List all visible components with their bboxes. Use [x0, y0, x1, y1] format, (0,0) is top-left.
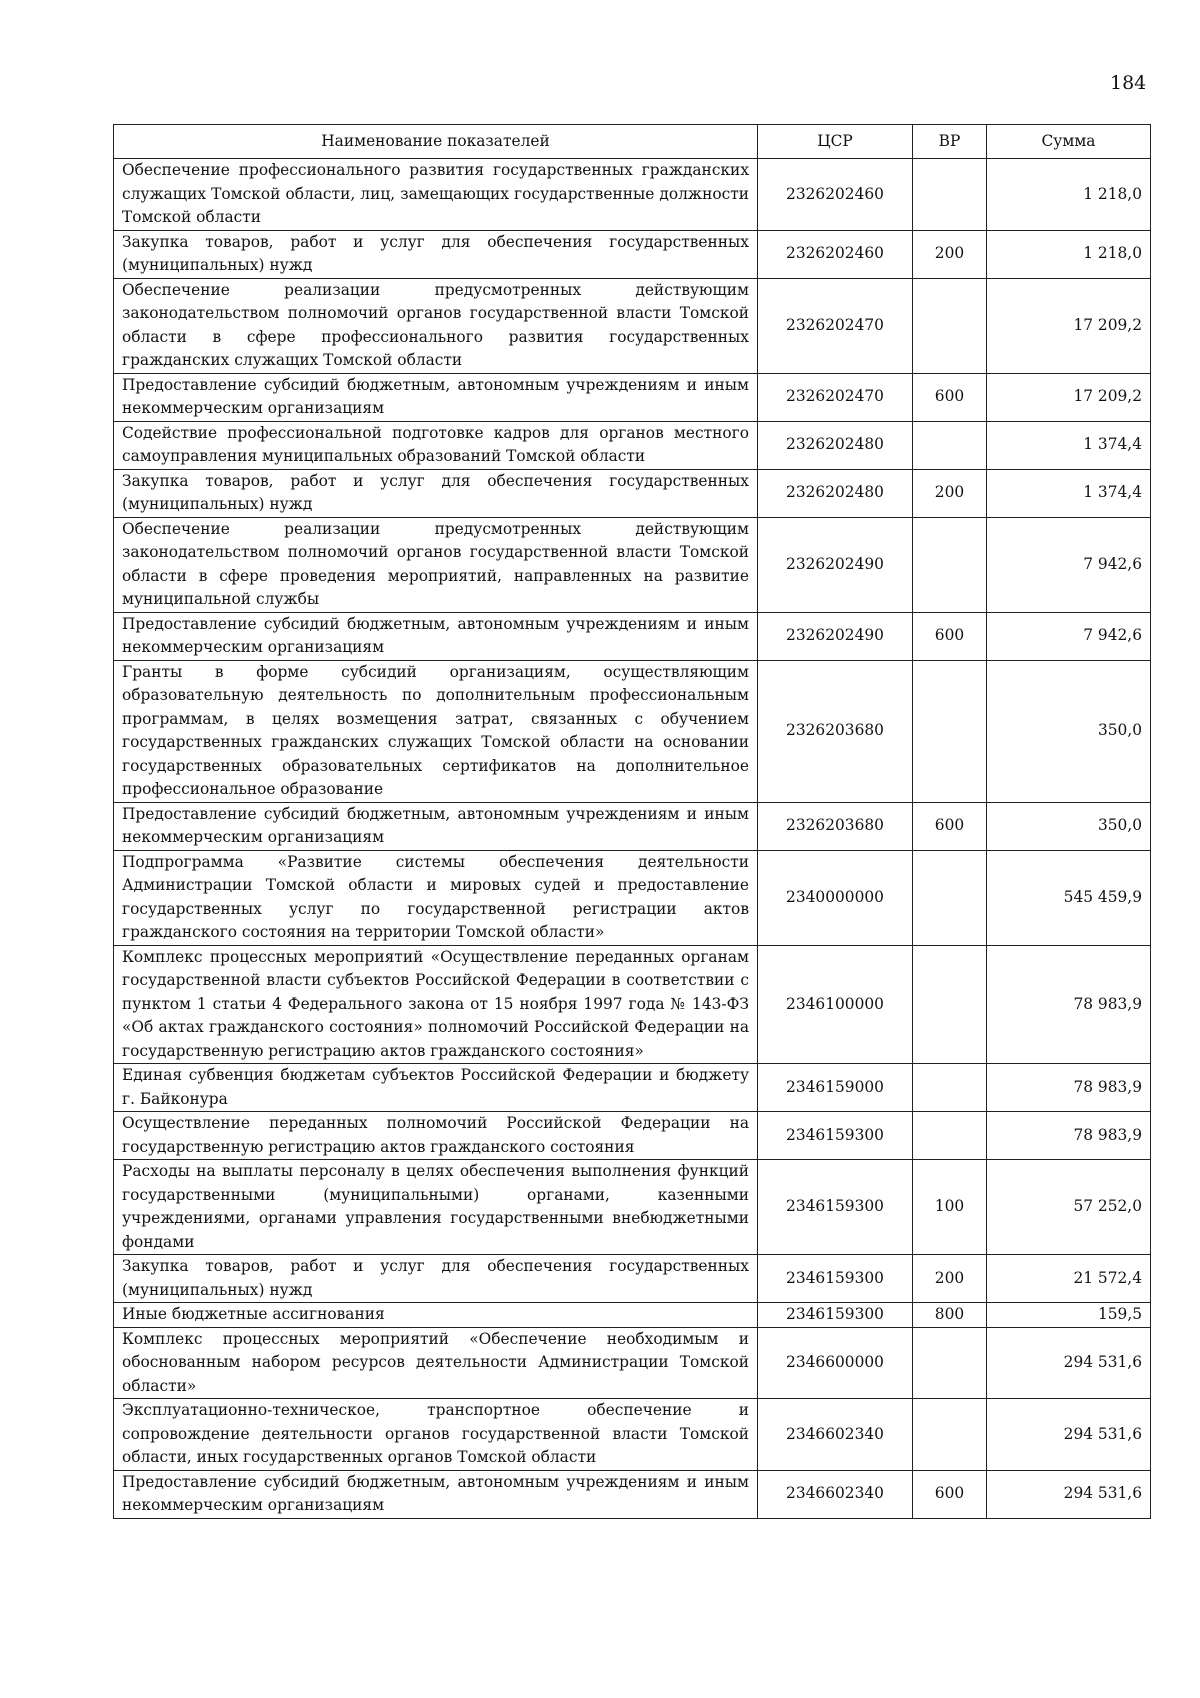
table-row	[114, 660, 1151, 802]
row-code: 2346159300	[758, 1112, 913, 1160]
row-code: 2346159300	[758, 1160, 913, 1255]
row-vr	[913, 1327, 987, 1399]
row-sum: 350,0	[987, 802, 1151, 850]
row-sum: 294 531,6	[987, 1327, 1151, 1399]
row-vr: 200	[913, 230, 987, 278]
row-vr: 600	[913, 373, 987, 421]
row-name: Осуществление переданных полномочий Российской Федерации на государственную регистрацию актов гражданского состояния	[114, 1112, 758, 1160]
row-vr: 600	[913, 802, 987, 850]
row-vr	[913, 278, 987, 373]
table-row	[114, 1112, 1151, 1160]
row-name: Гранты в форме субсидий организациям, осуществляющим образовательную деятельность по дополнительным профессиональным программам, в целях возмещения затрат, связанных с обучением государственных гражданских служащих Томской области на основании государственных образовательных сертификатов на дополнительное профессиональное образование	[114, 660, 758, 802]
row-vr	[913, 850, 987, 945]
row-vr: 600	[913, 1470, 987, 1518]
row-name: Обеспечение профессионального развития государственных гражданских служащих Томской области, лиц, замещающих государственные должности Томской области	[114, 159, 758, 231]
row-name: Единая субвенция бюджетам субъектов Российской Федерации и бюджету г. Байконура	[114, 1064, 758, 1112]
row-vr	[913, 517, 987, 612]
row-sum: 7 942,6	[987, 612, 1151, 660]
row-sum: 21 572,4	[987, 1255, 1151, 1303]
row-vr	[913, 1064, 987, 1112]
table-row	[114, 1064, 1151, 1112]
table-row	[114, 159, 1151, 231]
row-code: 2326202480	[758, 421, 913, 469]
row-sum: 1 218,0	[987, 159, 1151, 231]
row-code: 2346159300	[758, 1303, 913, 1328]
row-name: Закупка товаров, работ и услуг для обеспечения государственных (муниципальных) нужд	[114, 469, 758, 517]
table-header-row	[114, 125, 1151, 159]
row-sum: 17 209,2	[987, 278, 1151, 373]
row-name: Эксплуатационно-техническое, транспортное обеспечение и сопровождение деятельности органов государственной власти Томской области, иных государственных органов Томской области	[114, 1399, 758, 1471]
row-name: Предоставление субсидий бюджетным, автономным учреждениям и иным некоммерческим организациям	[114, 1470, 758, 1518]
row-sum: 545 459,9	[987, 850, 1151, 945]
budget-table	[113, 124, 1151, 1519]
table-row	[114, 1303, 1151, 1328]
table-row	[114, 421, 1151, 469]
table-row	[114, 1399, 1151, 1471]
row-name: Закупка товаров, работ и услуг для обеспечения государственных (муниципальных) нужд	[114, 230, 758, 278]
table-row	[114, 373, 1151, 421]
row-code: 2326202470	[758, 278, 913, 373]
row-code: 2346602340	[758, 1399, 913, 1471]
row-name: Подпрограмма «Развитие системы обеспечения деятельности Администрации Томской области и мировых судей и предоставление государственных услуг по государственной регистрации актов гражданского состояния на территории Томской области»	[114, 850, 758, 945]
table-row	[114, 230, 1151, 278]
row-vr	[913, 1112, 987, 1160]
row-code: 2326203680	[758, 802, 913, 850]
table-row	[114, 850, 1151, 945]
row-vr: 600	[913, 612, 987, 660]
row-vr: 200	[913, 1255, 987, 1303]
row-sum: 1 374,4	[987, 421, 1151, 469]
row-name: Предоставление субсидий бюджетным, автономным учреждениям и иным некоммерческим организациям	[114, 612, 758, 660]
row-name: Комплекс процессных мероприятий «Осуществление переданных органам государственной власти субъектов Российской Федерации в соответствии с пунктом 1 статьи 4 Федерального закона от 15 ноября 1997 года № 143-ФЗ «Об актах гражданского состояния» полномочий Российской Федерации на государственную регистрацию актов гражданского состояния»	[114, 945, 758, 1064]
row-name: Комплекс процессных мероприятий «Обеспечение необходимым и обоснованным набором ресурсов деятельности Администрации Томской области»	[114, 1327, 758, 1399]
row-sum: 350,0	[987, 660, 1151, 802]
header-vr: ВР	[913, 125, 987, 159]
row-sum: 7 942,6	[987, 517, 1151, 612]
row-vr	[913, 660, 987, 802]
row-name: Иные бюджетные ассигнования	[114, 1303, 758, 1328]
header-name: Наименование показателей	[114, 125, 758, 159]
row-code: 2346159000	[758, 1064, 913, 1112]
row-code: 2340000000	[758, 850, 913, 945]
table-row	[114, 469, 1151, 517]
header-sum: Сумма	[987, 125, 1151, 159]
table-row	[114, 1470, 1151, 1518]
row-code: 2326202480	[758, 469, 913, 517]
row-code: 2346600000	[758, 1327, 913, 1399]
header-code: ЦСР	[758, 125, 913, 159]
row-name: Расходы на выплаты персоналу в целях обеспечения выполнения функций государственными (муниципальными) органами, казенными учреждениями, органами управления государственными внебюджетными фондами	[114, 1160, 758, 1255]
table-row	[114, 802, 1151, 850]
row-sum: 78 983,9	[987, 1064, 1151, 1112]
row-code: 2346602340	[758, 1470, 913, 1518]
table-row	[114, 517, 1151, 612]
row-code: 2326202460	[758, 159, 913, 231]
row-vr: 100	[913, 1160, 987, 1255]
row-vr: 200	[913, 469, 987, 517]
row-sum: 294 531,6	[987, 1399, 1151, 1471]
row-vr: 800	[913, 1303, 987, 1328]
row-code: 2326202470	[758, 373, 913, 421]
row-code: 2326202490	[758, 517, 913, 612]
row-sum: 78 983,9	[987, 1112, 1151, 1160]
table-row	[114, 612, 1151, 660]
page-number: 184	[1110, 72, 1147, 94]
row-vr	[913, 159, 987, 231]
row-sum: 78 983,9	[987, 945, 1151, 1064]
row-name: Закупка товаров, работ и услуг для обеспечения государственных (муниципальных) нужд	[114, 1255, 758, 1303]
row-name: Обеспечение реализации предусмотренных действующим законодательством полномочий органов государственной власти Томской области в сфере профессионального развития государственных гражданских служащих Томской области	[114, 278, 758, 373]
row-name: Предоставление субсидий бюджетным, автономным учреждениям и иным некоммерческим организациям	[114, 802, 758, 850]
row-sum: 1 218,0	[987, 230, 1151, 278]
table-row	[114, 1327, 1151, 1399]
row-sum: 159,5	[987, 1303, 1151, 1328]
row-vr	[913, 421, 987, 469]
row-name: Предоставление субсидий бюджетным, автономным учреждениям и иным некоммерческим организациям	[114, 373, 758, 421]
row-code: 2326202490	[758, 612, 913, 660]
row-sum: 17 209,2	[987, 373, 1151, 421]
table-row	[114, 278, 1151, 373]
row-sum: 294 531,6	[987, 1470, 1151, 1518]
table-row	[114, 1160, 1151, 1255]
table-row	[114, 1255, 1151, 1303]
row-sum: 57 252,0	[987, 1160, 1151, 1255]
row-sum: 1 374,4	[987, 469, 1151, 517]
row-code: 2346159300	[758, 1255, 913, 1303]
row-vr	[913, 945, 987, 1064]
row-name: Содействие профессиональной подготовке кадров для органов местного самоуправления муниципальных образований Томской области	[114, 421, 758, 469]
table-row	[114, 945, 1151, 1064]
row-code: 2326203680	[758, 660, 913, 802]
row-vr	[913, 1399, 987, 1471]
row-code: 2346100000	[758, 945, 913, 1064]
row-name: Обеспечение реализации предусмотренных действующим законодательством полномочий органов государственной власти Томской области в сфере проведения мероприятий, направленных на развитие муниципальной службы	[114, 517, 758, 612]
row-code: 2326202460	[758, 230, 913, 278]
